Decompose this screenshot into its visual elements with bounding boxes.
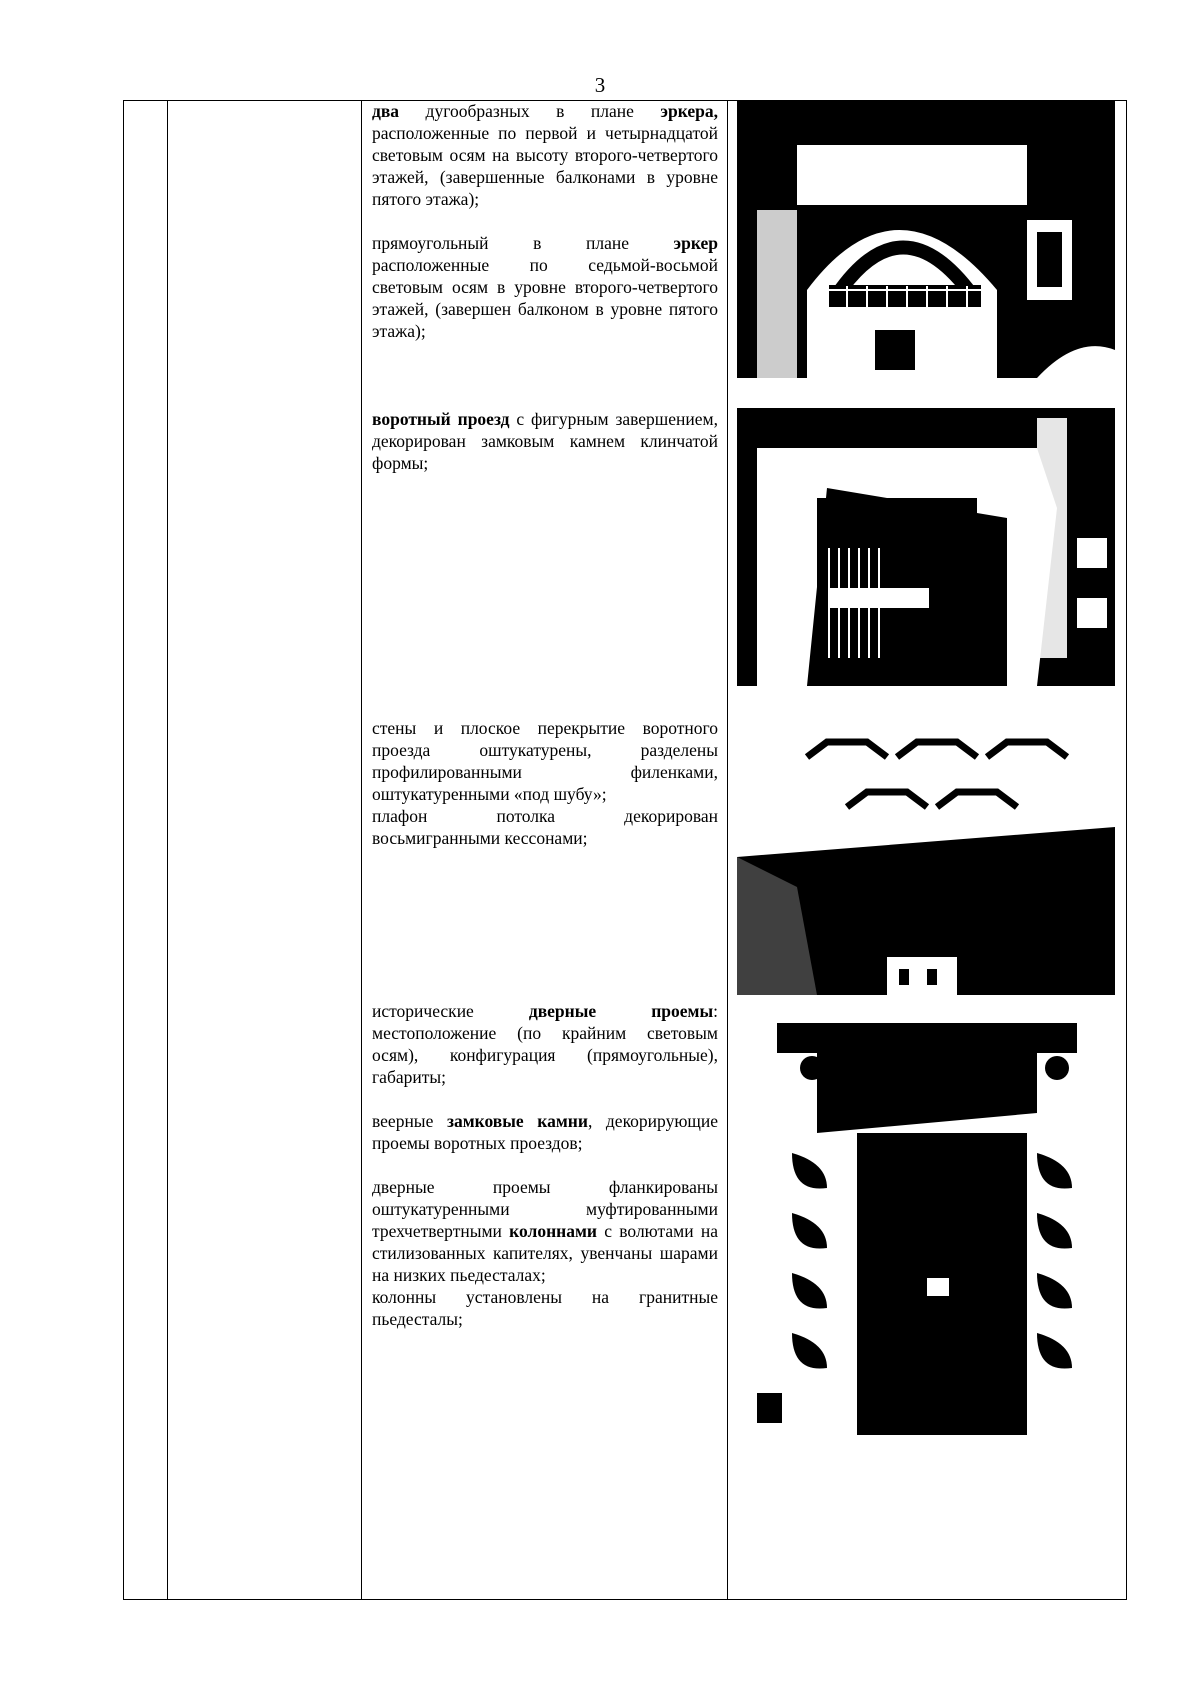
text-run: исторические [372, 1001, 529, 1021]
text-run: дугообразных в плане [399, 101, 661, 121]
paragraph-spacer [372, 1088, 718, 1110]
bold-term: эркер [673, 233, 718, 253]
page-number: 3 [594, 73, 606, 97]
text-run: дверные проемы фланкированы оштукатуренными муфтированными трехчетвертными [372, 1177, 718, 1241]
paragraph [372, 805, 718, 849]
paragraph [372, 1000, 718, 1088]
text-run: расположенные по первой и четырнадцатой световым осям на высоту второго-четвертого этажей, (завершенные балконами в уровне пятого этажа); [372, 123, 718, 209]
bold-term: эркера, [660, 101, 718, 121]
text-run: с волютами на стилизованных капителях, увенчаны шарами на низких пьедесталах; [372, 1221, 718, 1285]
text-run: , декорирующие проемы воротных проездов; [372, 1111, 719, 1153]
paragraph-spacer [372, 1154, 718, 1176]
text-run: прямоугольный в плане [372, 233, 674, 253]
paragraph [372, 1286, 718, 1330]
paragraph [372, 1110, 718, 1154]
column-divider-3 [727, 101, 728, 1599]
text-block-gate-passage [372, 408, 718, 474]
photo-balcony-erker [737, 100, 1115, 378]
paragraph [372, 100, 718, 210]
text-run: с фигурным завершением, декорирован замковым камнем клинчатой формы; [372, 409, 718, 473]
text-run: колонны установлены на гранитные пьедесталы; [372, 1287, 718, 1329]
paragraph [372, 1176, 718, 1286]
text-run: веерные [372, 1111, 447, 1131]
bold-term: два [372, 101, 400, 121]
paragraph-spacer [372, 210, 718, 232]
text-block-erkers [372, 100, 718, 342]
photo-coffered-ceiling [737, 717, 1115, 995]
paragraph [372, 717, 718, 805]
text-block-passage-ceiling [372, 717, 718, 849]
bold-term: дверные проемы [528, 1001, 714, 1021]
photo-gate-passage [737, 408, 1115, 686]
text-run: : местоположение (по крайним световым осям), конфигурация (прямоугольные), габариты; [372, 1001, 718, 1087]
bold-term: замковые камни [446, 1111, 588, 1131]
text-run: стены и плоское перекрытие воротного проезда оштукатурены, разделены профилированными филенками, оштукатуренными «под шубу»; [372, 718, 718, 804]
photo-doorway-columns [737, 1023, 1115, 1435]
text-run: расположенные по седьмой-восьмой световым осям в уровне второго-четвертого этажей, (завершен балконом в уровне пятого этажа); [372, 255, 718, 341]
paragraph [372, 408, 718, 474]
bold-term: колоннами [509, 1221, 598, 1241]
text-run: плафон потолка декорирован восьмигранными кессонами; [372, 806, 718, 848]
text-block-doorways [372, 1000, 718, 1330]
paragraph [372, 232, 718, 342]
column-divider-1 [167, 101, 168, 1599]
column-divider-2 [361, 101, 362, 1599]
bold-term: воротный проезд [372, 409, 510, 429]
